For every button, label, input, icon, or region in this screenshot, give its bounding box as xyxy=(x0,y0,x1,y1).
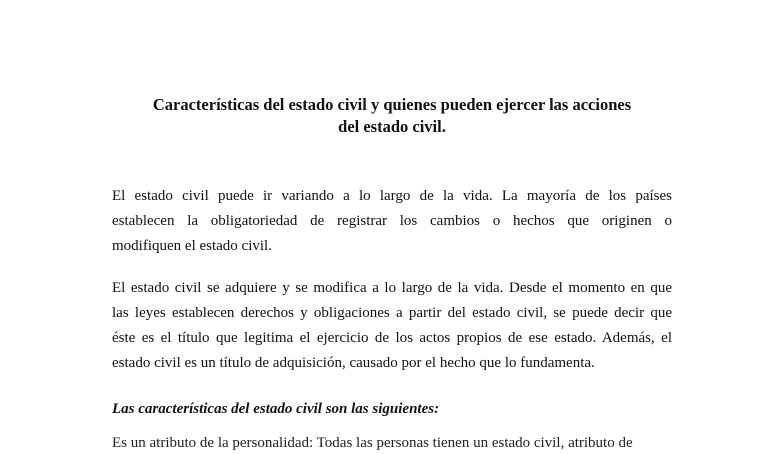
document-title xyxy=(112,94,672,138)
paragraph-2-line-1: El estado civil se adquiere y se modifica a lo largo de la vida. Desde el momento en que xyxy=(112,280,672,296)
cutoff-text-line: Es un atributo de la personalidad: Todas las personas tienen un estado civil, atributo de xyxy=(112,435,633,451)
paragraph-2 xyxy=(112,276,672,376)
paragraph-2-line-2: las leyes establecen derechos y obligaciones a partir del estado civil, se puede decir que xyxy=(112,305,672,321)
paragraph-1 xyxy=(112,184,672,259)
title-line-2: del estado civil. xyxy=(338,117,446,136)
paragraph-1-line-3: modifiquen el estado civil. xyxy=(112,238,272,254)
paragraph-2-line-4: estado civil es un título de adquisición, causado por el hecho que lo fundamenta. xyxy=(112,355,595,371)
paragraph-1-line-2: establecen la obligatoriedad de registrar los cambios o hechos que originen o xyxy=(112,213,672,229)
section-heading: Las características del estado civil son las siguientes: xyxy=(112,401,440,417)
paragraph-2-line-3: éste es el título que legitima el ejercicio de los actos propios de ese estado. Además, el xyxy=(112,330,672,346)
title-line-1: Características del estado civil y quienes pueden ejercer las acciones xyxy=(152,95,632,114)
paragraph-1-line-1: El estado civil puede ir variando a lo largo de la vida. La mayoría de los países xyxy=(112,188,672,204)
